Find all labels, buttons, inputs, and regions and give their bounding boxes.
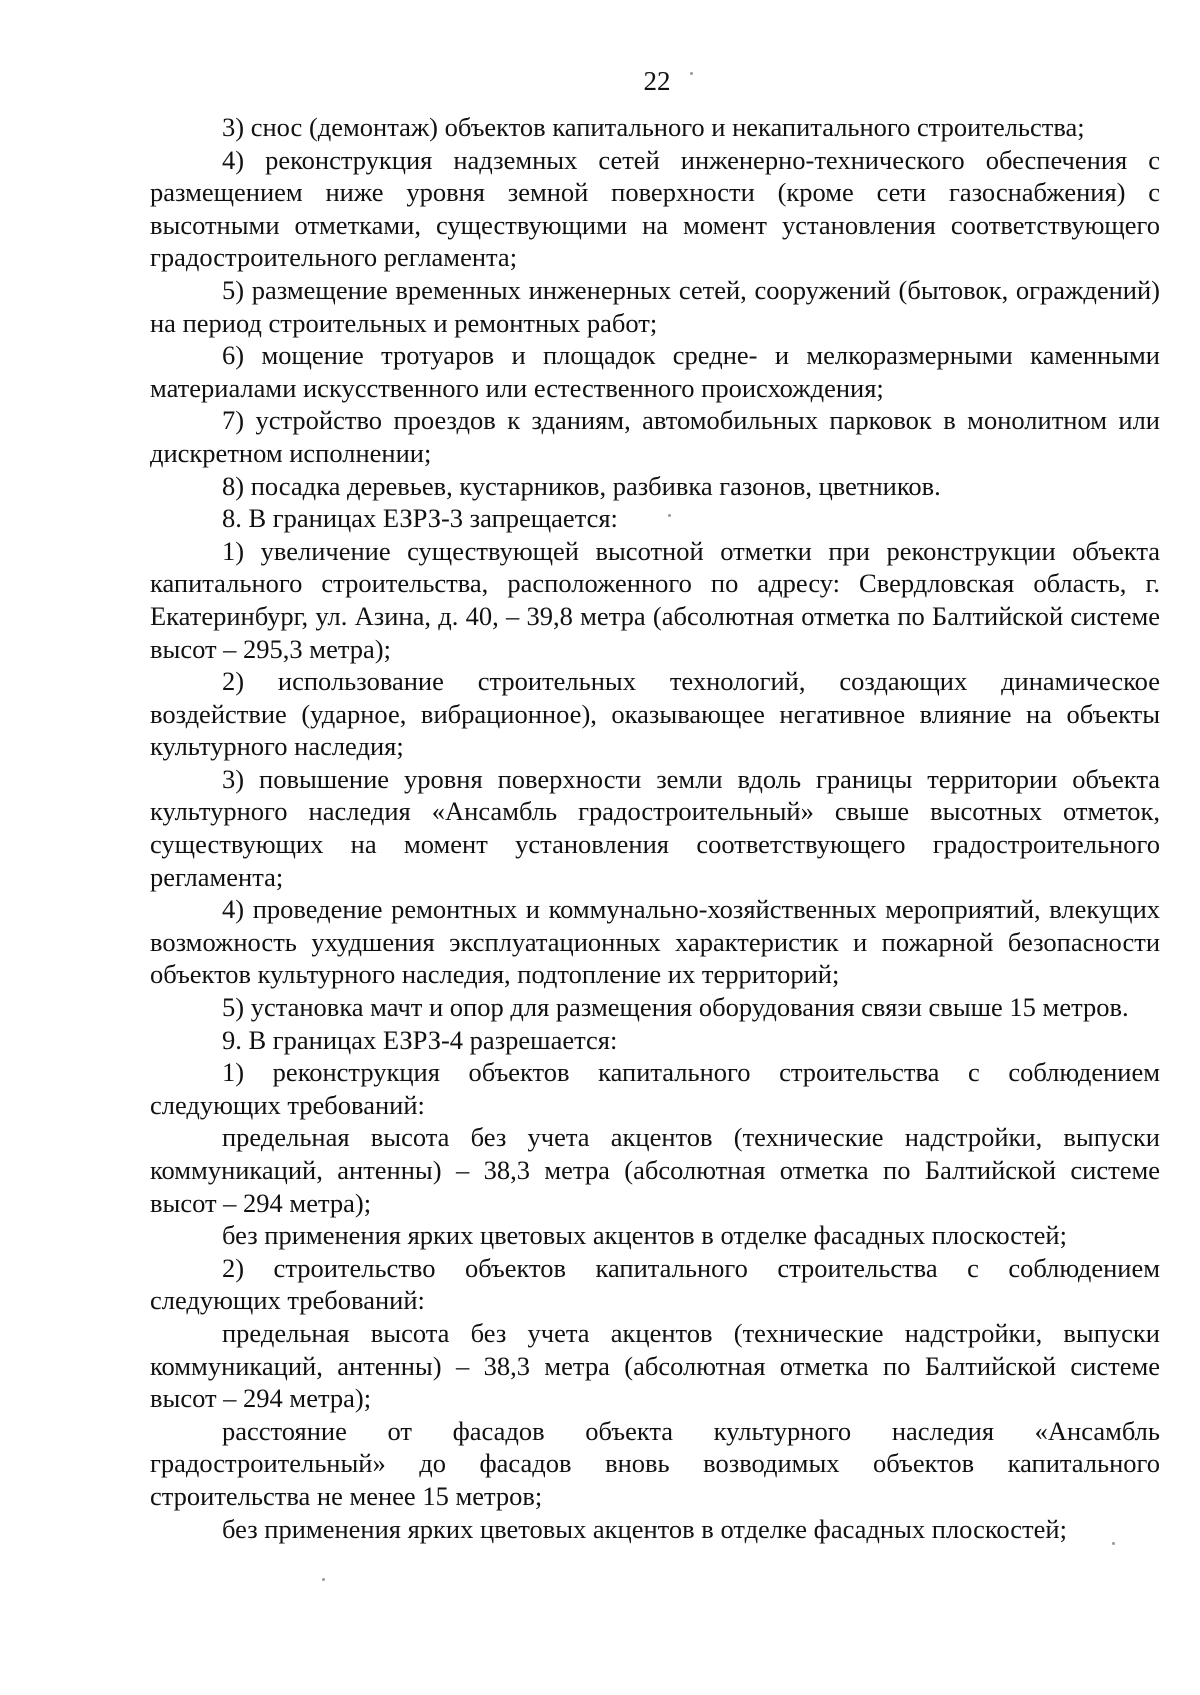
scan-speck xyxy=(1112,1542,1115,1545)
paragraph-9-1-reconstruction: 1) реконструкция объектов капитального строительства с соблюдением следующих требований: xyxy=(150,1057,1160,1120)
paragraph-9-2-construction: 2) строительство объектов капитального строительства с соблюдением следующих требований: xyxy=(150,1252,1160,1316)
paragraph-8-2-technologies: 2) использование строительных технологий, создающих динамическое воздействие (ударное, вибрационное), оказывающее негативное влияние на объекты культурного наследия; xyxy=(150,666,1160,762)
paragraph-9-2-height-limit: предельная высота без учета акцентов (технические надстройки, выпуски коммуникаций, антенны) – 38,3 метра (абсолютная отметка по Балтийской системе высот – 294 метра); xyxy=(150,1317,1160,1414)
paragraph-item-3-demolition: 3) снос (демонтаж) объектов капитального и некапитального строительства; xyxy=(222,112,1085,142)
paragraph-item-5-temporary: 5) размещение временных инженерных сетей, сооружений (бытовок, ограждений) на период строительных и ремонтных работ; xyxy=(150,274,1160,338)
section-heading-9: 9. В границах ЕЗРЗ-4 разрешается: xyxy=(222,1024,618,1055)
paragraph-9-1-height-limit: предельная высота без учета акцентов (технические надстройки, выпуски коммуникаций, антенны) – 38,3 метра (абсолютная отметка по Балтийской системе высот – 294 метра); xyxy=(150,1122,1160,1218)
paragraph-item-7-driveways: 7) устройство проездов к зданиям, автомобильных парковок в монолитном или дискретном исполнении; xyxy=(150,405,1160,468)
paragraph-9-1-colors: без применения ярких цветовых акцентов в отделке фасадных плоскостей; xyxy=(222,1220,1067,1251)
page-number: 22 xyxy=(643,66,671,96)
paragraph-8-4-repairs: 4) проведение ремонтных и коммунально-хозяйственных мероприятий, влекущих возможность ухудшения эксплуатационных характеристик и пожарной безопасности объектов культурного наследия, подтопление их территорий; xyxy=(150,894,1160,990)
paragraph-9-2-colors: без применения ярких цветовых акцентов в отделке фасадных плоскостей; xyxy=(222,1513,1067,1544)
paragraph-8-5-masts: 5) установка мачт и опор для размещения оборудования связи свыше 15 метров. xyxy=(222,992,1129,1023)
scan-speck xyxy=(690,72,693,75)
section-heading-8: 8. В границах ЕЗРЗ-3 запрещается: xyxy=(222,503,618,534)
document-body xyxy=(150,111,1160,1545)
paragraph-item-4-networks: 4) реконструкция надземных сетей инженерно-технического обеспечения с размещением ниже уровня земной поверхности (кроме сети газоснабжения) с высотными отметками, существующими на момент установления соответствующего градостроительного регламента; xyxy=(150,144,1160,273)
paragraph-9-2-distance: расстояние от фасадов объекта культурного наследия «Ансамбль градостроительный» до фасадов вновь возводимых объектов капитального строительства не менее 15 метров; xyxy=(150,1415,1160,1511)
scan-speck xyxy=(322,1578,325,1581)
paragraph-8-1-height: 1) увеличение существующей высотной отметки при реконструкции объекта капитального строительства, расположенного по адресу: Свердловская область, г. Екатеринбург, ул. Азина, д. 40, – 39,8 метра (абсолютная отметка по Балтийской системе высот – 295,3 метра); xyxy=(150,535,1160,664)
paragraph-item-8-planting: 8) посадка деревьев, кустарников, разбивка газонов, цветников. xyxy=(222,470,941,501)
paragraph-8-3-ground-level: 3) повышение уровня поверхности земли вдоль границы территории объекта культурного наследия «Ансамбль градостроительный» свыше высотных отметок, существующих на момент установления соответствующего градостроительного регламента; xyxy=(150,763,1160,892)
scan-speck xyxy=(668,514,671,517)
paragraph-item-6-paving: 6) мощение тротуаров и площадок средне- и мелкоразмерными каменными материалами искусственного или естественного происхождения; xyxy=(150,340,1160,403)
